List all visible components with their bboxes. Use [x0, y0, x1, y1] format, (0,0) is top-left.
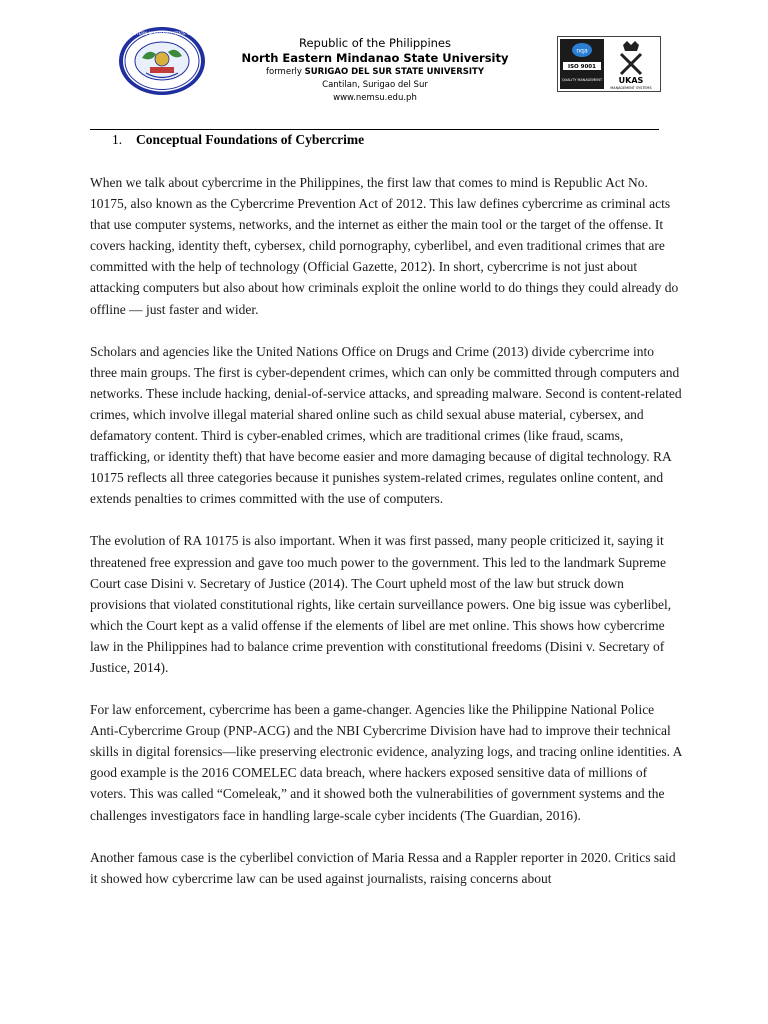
former-name-line: formerly SURIGAO DEL SUR STATE UNIVERSITY [266, 67, 484, 77]
letterhead-text [210, 36, 540, 105]
paragraph: When we talk about cybercrime in the Philippines, the first law that comes to mind is Republic Act No. 10175, also known as the Cybercrime Prevention Act of 2012. This law defines cybercrime as criminal acts that use computer systems, networks, and the internet as either the main tool or the target of the offense. It covers hacking, identity theft, cybersex, child pornography, cyberlibel, and even traditional crimes that are committed with the help of technology (Official Gazette, 2012). In short, cybercrime is not just about attacking computers but also about how criminals exploit the online world to do things they could already do offline — just faster and wider. [90, 175, 679, 317]
letterhead [0, 0, 768, 120]
address-line: Cantilan, Surigao del Sur [322, 80, 428, 90]
paragraph: The evolution of RA 10175 is also important. When it was first passed, many people criticized it, saying it threatened free expression and gave too much power to the government. This led to the landmark Supreme Court case Disini v. Secretary of Justice (2014). The Court upheld most of the law but struck down provisions that violated constitutional rights, like certain surveillance powers. One big issue was cyberlibel, which the Court kept as a valid offense if the elements of libel are met online. This shows how cybercrime law in the Philippines had to balance crime prevention with constitutional freedoms (Disini v. Secretary of Justice, 2014). [90, 533, 672, 675]
svg-text:UKAS: UKAS [618, 76, 644, 85]
university-name: North Eastern Mindanao State University [241, 51, 509, 65]
svg-text:NORTH EASTERN MINDANAO STATE U: NORTH EASTERN MINDANAO STATE UNIVERSITY [111, 31, 213, 36]
svg-text:ISO 9001: ISO 9001 [568, 64, 596, 70]
university-seal-icon [111, 26, 213, 96]
section-number: 1. [112, 132, 123, 147]
paragraph: Scholars and agencies like the United Nations Office on Drugs and Crime (2013) divide cybercrime into three main groups. The first is cyber-dependent crimes, which can only be committed through computers and networks. These include hacking, denial-of-service attacks, and spreading malware. Second is content-related crimes, which involve illegal material shared online such as child sexual abuse material, cybersex, and defamatory content. Third is cyber-enabled crimes, which are traditional crimes (like fraud, scams, trafficking, or identity theft) that have become easier and more damaging because of digital technology. RA 10175 reflects all three categories because it punishes system-related crimes, regulates online content, and extends penalties to crimes committed with the use of computers. [90, 343, 682, 507]
paragraph: Another famous case is the cyberlibel conviction of Maria Ressa and a Rappler reporter in 2020. Critics said it showed how cybercrime law can be used against journalists, raising concerns about [90, 849, 676, 886]
header-divider [90, 129, 659, 130]
document-body [90, 172, 682, 910]
website-line: www.nemsu.edu.ph [333, 93, 417, 103]
section-title: Conceptual Foundations of Cybercrime [136, 132, 365, 147]
svg-text:nqa: nqa [576, 47, 588, 55]
paragraph: For law enforcement, cybercrime has been a game-changer. Agencies like the Philippine National Police Anti-Cybercrime Group (PNP-ACG) and the NBI Cybercrime Division have had to improve their technical skills in digital forensics—like preserving electronic evidence, analyzing logs, and tracing online identities. A good example is the 2016 COMELEC data breach, where hackers exposed sensitive data of millions of voters. This was called “Comeleak,” and it showed both the vulnerabilities of government systems and the challenges investigators face in handling large-scale cyber incidents (The Guardian, 2016). [90, 702, 682, 823]
section-heading [112, 131, 364, 149]
country-line: Republic of the Philippines [298, 36, 452, 50]
svg-text:MANAGEMENT SYSTEMS: MANAGEMENT SYSTEMS [610, 86, 652, 90]
certification-logos-icon [557, 36, 661, 92]
svg-text:QUALITY MANAGEMENT: QUALITY MANAGEMENT [561, 78, 603, 82]
